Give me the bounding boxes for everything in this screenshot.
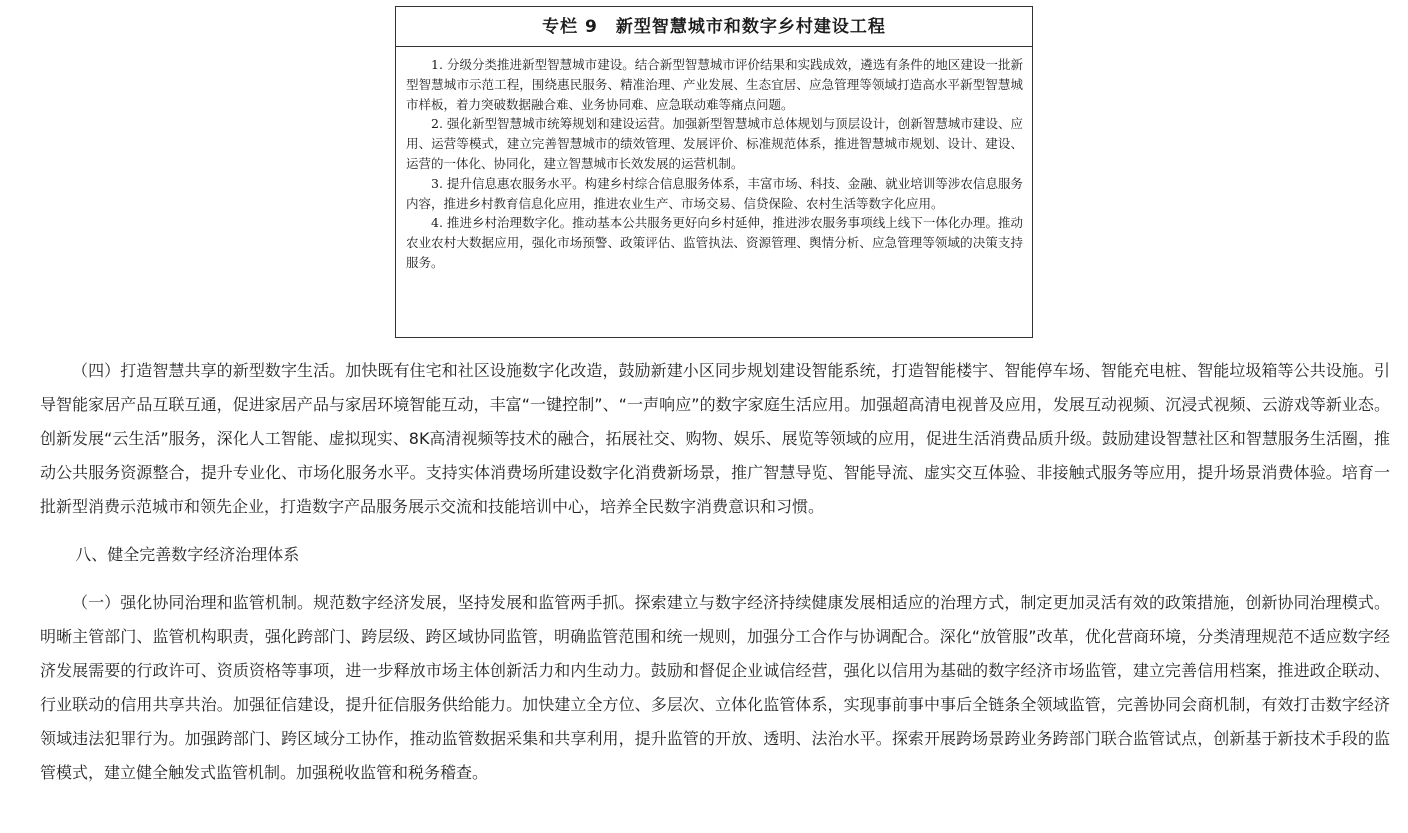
special-column-item: 4. 推进乡村治理数字化。推动基本公共服务更好向乡村延伸，推进涉农服务事项线上线下一体化办理。推动农业农村大数据应用，强化市场预警、政策评估、监管执法、资源管理、舆情分析、应急管理等领域的决策支持服务。 xyxy=(406,215,1023,270)
chapter-heading: 八、健全完善数字经济治理体系 xyxy=(75,545,300,564)
article-body xyxy=(40,354,1390,790)
special-column-item: 2. 强化新型智慧城市统筹规划和建设运营。加强新型智慧城市总体规划与顶层设计，创新智慧城市建设、应用、运营等模式，建立完善智慧城市的绩效管理、发展评价、标准规范体系，推进智慧城市规划、设计、建设、运营的一体化、协同化，建立智慧城市长效发展的运营机制。 xyxy=(406,116,1023,171)
special-column-item: 1. 分级分类推进新型智慧城市建设。结合新型智慧城市评价结果和实践成效，遴选有条件的地区建设一批新型智慧城市示范工程，围绕惠民服务、精准治理、产业发展、生态宜居、应急管理等领域打造高水平新型智慧城市样板，着力突破数据融合难、业务协同难、应急联动难等痛点问题。 xyxy=(406,57,1023,112)
paragraph-spacer xyxy=(40,524,1390,538)
paragraph-regulation: （一）强化协同治理和监管机制。规范数字经济发展，坚持发展和监管两手抓。探索建立与数字经济持续健康发展相适应的治理方式，制定更加灵活有效的政策措施，创新协同治理模式。明晰主管部门、监管机构职责，强化跨部门、跨层级、跨区域协同监管，明确监管范围和统一规则，加强分工合作与协调配合。深化“放管服”改革，优化营商环境，分类清理规范不适应数字经济发展需要的行政许可、资质资格等事项，进一步释放市场主体创新活力和内生动力。鼓励和督促企业诚信经营，强化以信用为基础的数字经济市场监管，建立完善信用档案，推进政企联动、行业联动的信用共享共治。加强征信建设，提升征信服务供给能力。加快建立全方位、多层次、立体化监管体系，实现事前事中事后全链条全领域监管，完善协同会商机制，有效打击数字经济领域违法犯罪行为。加强跨部门、跨区域分工协作，推动监管数据采集和共享利用，提升监管的开放、透明、法治水平。探索开展跨场景跨业务跨部门联合监管试点，创新基于新技术手段的监管模式，建立健全触发式监管机制。加强税收监管和税务稽查。 xyxy=(40,593,1390,782)
special-column-body xyxy=(396,47,1032,273)
special-column-item: 3. 提升信息惠农服务水平。构建乡村综合信息服务体系，丰富市场、科技、金融、就业培训等涉农信息服务内容，推进乡村教育信息化应用，推进农业生产、市场交易、信贷保险、农村生活等数字化应用。 xyxy=(406,175,1023,211)
special-column-title: 专栏 9 新型智慧城市和数字乡村建设工程 xyxy=(396,7,1032,47)
paragraph-spacer xyxy=(40,572,1390,586)
paragraph-digital-life: （四）打造智慧共享的新型数字生活。加快既有住宅和社区设施数字化改造，鼓励新建小区同步规划建设智能系统，打造智能楼宇、智能停车场、智能充电桩、智能垃圾箱等公共设施。引导智能家居产品互联互通，促进家居产品与家居环境智能互动，丰富“一键控制”、“一声响应”的数字家庭生活应用。加强超高清电视普及应用，发展互动视频、沉浸式视频、云游戏等新业态。创新发展“云生活”服务，深化人工智能、虚拟现实、8K高清视频等技术的融合，拓展社交、购物、娱乐、展览等领域的应用，促进生活消费品质升级。鼓励建设智慧社区和智慧服务生活圈，推动公共服务资源整合，提升专业化、市场化服务水平。支持实体消费场所建设数字化消费新场景，推广智慧导览、智能导流、虚实交互体验、非接触式服务等应用，提升场景消费体验。培育一批新型消费示范城市和领先企业，打造数字产品服务展示交流和技能培训中心，培养全民数字消费意识和习惯。 xyxy=(40,361,1390,516)
special-column-box xyxy=(395,6,1033,338)
